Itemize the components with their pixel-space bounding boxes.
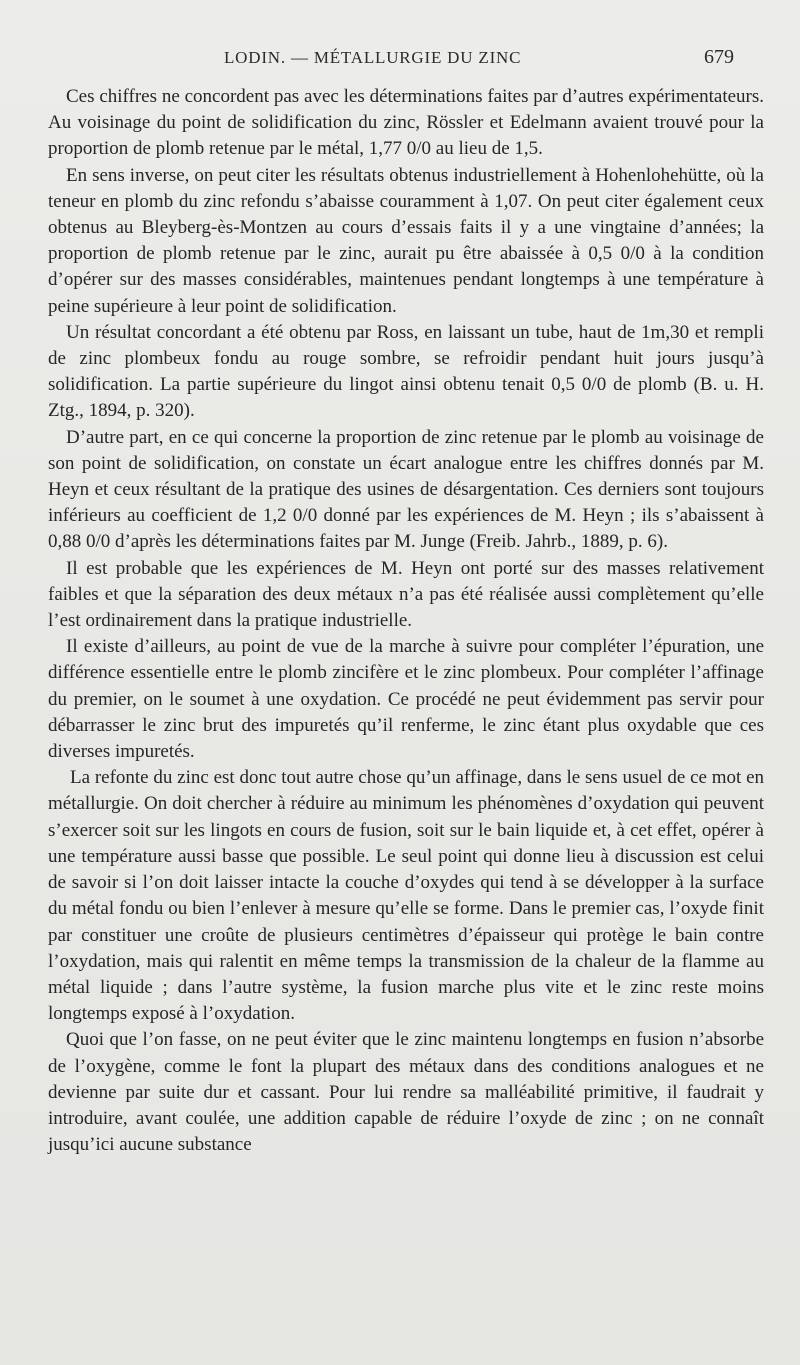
paragraph: Un résultat concordant a été obtenu par Ross, en laissant un tube, haut de 1m,30 et rempli de zinc plombeux fondu au rouge sombre, se refroidir pendant huit jours jusqu’à solidification. La partie supérieure du lingot ainsi obtenu tenait 0,5 0/0 de plomb (B. u. H. Ztg., 1894, p. 320). — [48, 321, 764, 422]
paragraph: Il est probable que les expériences de M. Heyn ont porté sur des masses relativement faibles et que la séparation des deux métaux n’a pas été réalisée aussi complètement qu’elle l’est ordinairement dans la pratique industrielle. — [48, 557, 764, 632]
running-title: LODIN. — MÉTALLURGIE DU ZINC — [224, 48, 522, 67]
page-header — [0, 44, 800, 74]
paragraph: Quoi que l’on fasse, on ne peut éviter que le zinc maintenu longtemps en fusion n’absorbe de l’oxygène, comme le font la plupart des métaux dans des conditions analogues et ne devienne par suite dur et cassant. Pour lui rendre sa malléabilité primitive, il faudrait y introduire, avant coulée, une addition capable de réduire l’oxyde de zinc ; on ne connaît jusqu’ici aucune substance — [48, 1029, 764, 1156]
paragraph: Ces chiffres ne concordent pas avec les déterminations faites par d’autres expérimentateurs. Au voisinage du point de solidification du zinc, Rössler et Edelmann avaient trouvé pour la proportion de plomb retenue par le métal, 1,77 0/0 au lieu de 1,5. — [48, 86, 764, 160]
paragraph: En sens inverse, on peut citer les résultats obtenus industriellement à Hohenlohehütte, où la teneur en plomb du zinc refondu s’abaisse couramment à 1,07. On peut citer également ceux obtenus au Bleyberg-ès-Montzen au cours d’essais faits il y a une vingtaine d’années; la proportion de plomb retenue par le zinc, aurait pu être abaissée à 0,5 0/0 à la condition d’opérer sur des masses considérables, maintenues pendant longtemps à une température à peine supérieure à leur point de solidification. — [48, 164, 764, 317]
paragraph: D’autre part, en ce qui concerne la proportion de zinc retenue par le plomb au voisinage de son point de solidification, on constate un écart analogue entre les chiffres donnés par M. Heyn et ceux résultant de la pratique des usines de désargentation. Ces derniers sont toujours inférieurs au coefficient de 1,2 0/0 donné par les expériences de M. Heyn ; ils s’abaissent à 0,88 0/0 d’après les déterminations faites par M. Junge (Freib. Jahrb., 1889, p. 6). — [48, 426, 764, 553]
paragraph: Il existe d’ailleurs, au point de vue de la marche à suivre pour compléter l’épuration, une différence essentielle entre le plomb zincifère et le zinc plombeux. Pour compléter l’affinage du premier, on le soumet à une oxydation. Ce procédé ne peut évidemment pas servir pour débarrasser le zinc brut des impuretés qu’il renferme, le zinc étant plus oxydable que ces diverses impuretés. — [48, 636, 764, 763]
page-number: 679 — [704, 46, 734, 68]
body-text — [48, 84, 764, 1158]
paragraph: La refonte du zinc est donc tout autre chose qu’un affinage, dans le sens usuel de ce mot en métallurgie. On doit chercher à réduire au minimum les phénomènes d’oxydation qui peuvent s’exercer soit sur les lingots en cours de fusion, soit sur le bain liquide et, à cet effet, opérer à une température aussi basse que possible. Le seul point qui donne lieu à discussion est celui de savoir si l’on doit laisser intacte la couche d’oxydes qui tend à se développer à la surface du métal fondu ou bien l’enlever à mesure qu’elle se forme. Dans le premier cas, l’oxyde finit par constituer une croûte de plusieurs centimètres d’épaisseur qui protège le bain contre l’oxydation, mais qui ralentit en même temps la transmission de la chaleur de la flamme au métal liquide ; dans l’autre système, la fusion marche plus vite et le zinc reste moins longtemps exposé à l’oxydation. — [48, 767, 764, 1025]
